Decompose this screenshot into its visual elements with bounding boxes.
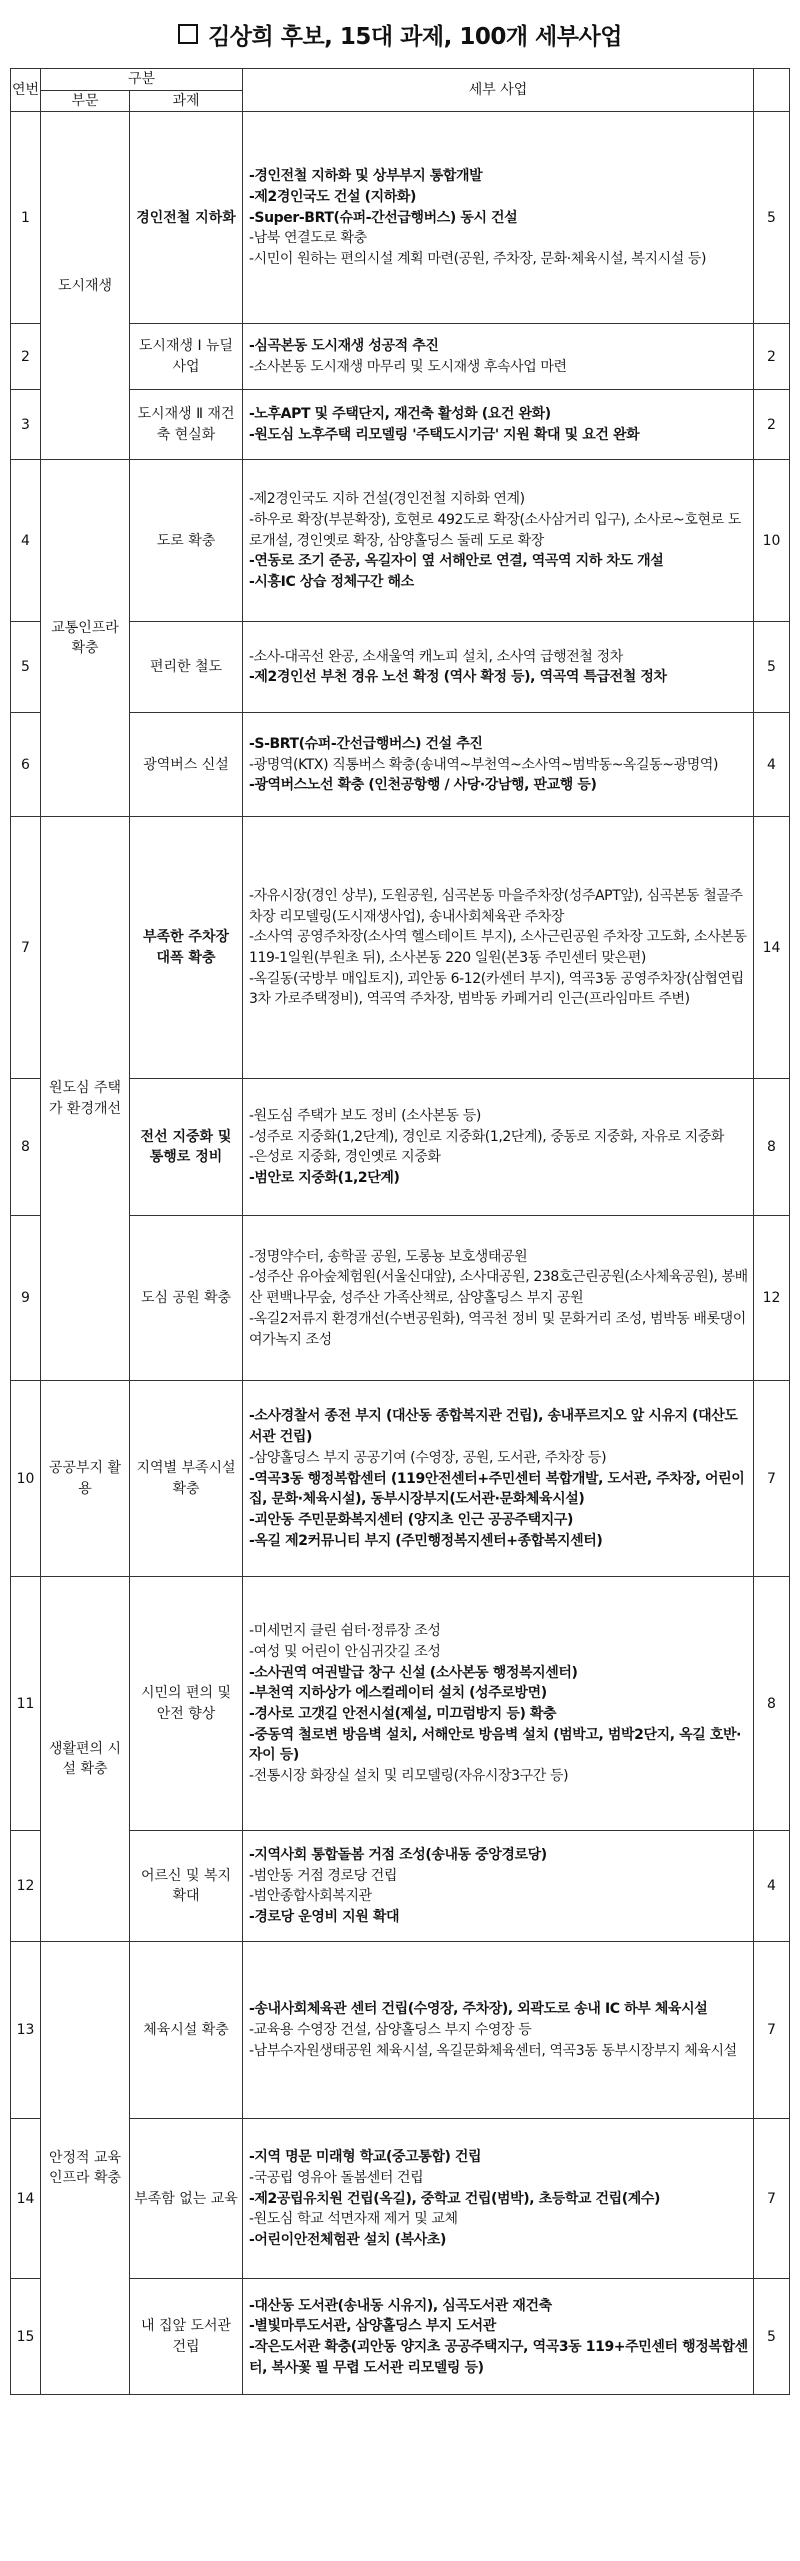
item-line: -소사권역 여권발급 창구 신설 (소사본동 행정복지센터): [249, 1664, 578, 1681]
items-cell: [243, 817, 754, 1079]
item-line: -경로당 운영비 지원 확대: [249, 1909, 400, 1926]
item-count: 7: [754, 1381, 790, 1577]
task-label: 전선 지중화 및 통행로 정비: [140, 1128, 232, 1166]
item-line: -경사로 고갯길 안전시설(제설, 미끄럼방지 등) 확충: [249, 1705, 557, 1722]
item-count: 5: [754, 2279, 790, 2395]
table-row: [11, 1577, 790, 1831]
item-line: -하우로 확장(부분확장), 호현로 492도로 확장(소사삼거리 입구), 소사로~호현로 도로개설, 경인옛로 확장, 삼양홀딩스 둘레 도로 확장: [249, 511, 741, 549]
task-label: 편리한 철도: [149, 659, 223, 676]
task-label: 부족한 주차장 대폭 확충: [142, 929, 230, 966]
task-cell: [130, 1942, 243, 2119]
item-line: -옥길2저류지 환경개선(수변공원화), 역곡천 정비 및 문화거리 조성, 범박동 배롯댕이 여가녹지 조성: [249, 1310, 746, 1348]
items-cell: [243, 1216, 754, 1381]
task-cell: [130, 112, 243, 324]
items-cell: [243, 1942, 754, 2119]
row-number: 6: [11, 713, 41, 817]
item-line: -남북 연결도로 확충: [249, 230, 367, 247]
row-number: 2: [11, 324, 41, 390]
item-count: 8: [754, 1577, 790, 1831]
item-line: -정명약수터, 송학골 공원, 도롱뇽 보호생태공원: [249, 1248, 528, 1265]
item-line: -어린이안전체험관 설치 (복사초): [249, 2232, 446, 2249]
task-cell: [130, 1381, 243, 1577]
item-line: -성주로 지중화(1,2단계), 경인로 지중화(1,2단계), 중동로 지중화, 자유로 지중화: [249, 1128, 725, 1145]
row-number: 10: [11, 1381, 41, 1577]
items-cell: [243, 1831, 754, 1942]
table-row: [11, 817, 790, 1079]
table-row: [11, 1381, 790, 1577]
category-cell: [41, 460, 130, 817]
item-line: -교육용 수영장 건설, 삼양홀딩스 부지 수영장 등: [249, 2022, 532, 2039]
item-line: -심곡본동 도시재생 성공적 추진: [249, 338, 439, 355]
item-line: -중동역 철로변 방음벽 설치, 서해안로 방음벽 설치 (범박고, 범박2단지, 옥길 호반·자이 등): [249, 1726, 742, 1764]
item-line: -여성 및 어린이 안심귀갓길 조성: [249, 1643, 441, 1660]
table-row: [11, 1942, 790, 2119]
row-number: 1: [11, 112, 41, 324]
item-line: -별빛마루도서관, 삼양홀딩스 부지 도서관: [249, 2318, 496, 2335]
items-cell: [243, 460, 754, 622]
items-cell: [243, 390, 754, 460]
task-cell: [130, 1831, 243, 1942]
item-line: -제2경인선 부천 경유 노선 확정 (역사 확정 등), 역곡역 특급전철 정차: [249, 669, 667, 686]
item-line: -송내사회체육관 센터 건립(수영장, 주차장), 외곽도로 송내 IC 하부 체육시설: [249, 2001, 708, 2018]
items-cell: [243, 2279, 754, 2395]
item-line: -자유시장(경인 상부), 도원공원, 심곡본동 마을주차장(성주APT앞), 심곡본동 철골주차장 리모델링(도시재생사업), 송내사회체육관 주차장: [249, 887, 743, 925]
items-cell: [243, 2119, 754, 2279]
items-cell: [243, 713, 754, 817]
header-gubun: 구분: [41, 69, 243, 91]
item-line: -제2경인국도 지하 건설(경인전철 지하화 연계): [249, 491, 525, 508]
item-line: -부천역 지하상가 에스컬레이터 설치 (성주로방면): [249, 1685, 547, 1702]
item-line: -광명역(KTX) 직통버스 확충(송내역~부천역~소사역~범박동~옥길동~광명역): [249, 756, 719, 773]
task-cell: [130, 622, 243, 713]
projects-table: [10, 68, 790, 2395]
task-label: 도로 확충: [156, 532, 216, 549]
item-count: 14: [754, 817, 790, 1079]
items-cell: [243, 324, 754, 390]
task-label: 도심 공원 확충: [140, 1290, 232, 1307]
task-cell: [130, 390, 243, 460]
item-line: -삼양홀딩스 부지 공공기여 (수영장, 공원, 도서관, 주차장 등): [249, 1449, 607, 1466]
item-line: -전통시장 화장실 설치 및 리모델링(자유시장3구간 등): [249, 1768, 569, 1785]
item-count: 8: [754, 1079, 790, 1216]
item-line: -소사경찰서 종전 부지 (대산동 종합복지관 건립), 송내푸르지오 앞 시유지 (대산도서관 건립): [249, 1408, 738, 1446]
header-count: [754, 69, 790, 112]
item-line: -대산동 도서관(송내동 시유지), 심곡도서관 재건축: [249, 2297, 552, 2314]
item-line: -제2경인국도 건설 (지하화): [249, 188, 416, 205]
item-line: -원도심 주택가 보도 정비 (소사본동 등): [249, 1108, 481, 1124]
header-no: 연번: [11, 69, 41, 112]
category-label: 공공부지 활용: [48, 1460, 122, 1497]
items-cell: [243, 112, 754, 324]
task-label: 광역버스 신설: [143, 756, 229, 773]
header-items: 세부 사업: [243, 69, 754, 112]
row-number: 8: [11, 1079, 41, 1216]
item-line: -원도심 노후주택 리모델링 '주택도시기금' 지원 확대 및 요건 완화: [249, 426, 640, 443]
category-cell: [41, 1577, 130, 1942]
item-line: -노후APT 및 주택단지, 재건축 활성화 (요건 완화): [249, 406, 551, 423]
row-number: 13: [11, 1942, 41, 2119]
item-line: -소사역 공영주차장(소사역 헬스테이트 부지), 소사근린공원 주차장 고도화, 소사본동 119-1일원(부원초 뒤), 소사본동 220 일원(본3동 주민센터 맞은편): [249, 929, 747, 966]
item-count: 10: [754, 460, 790, 622]
task-cell: [130, 1577, 243, 1831]
item-line: -제2공립유치원 건립(옥길), 중학교 건립(범박), 초등학교 건립(계수): [249, 2190, 661, 2207]
item-line: -성주산 유아숲체험원(서울신대앞), 소사대공원, 238호근린공원(소사체육공원), 봉배산 편백나무숲, 성주산 가족산책로, 삼양홀딩스 부지 공원: [249, 1269, 748, 1307]
row-number: 12: [11, 1831, 41, 1942]
category-cell: [41, 1381, 130, 1577]
item-count: 2: [754, 324, 790, 390]
items-cell: [243, 622, 754, 713]
row-number: 3: [11, 390, 41, 460]
category-cell: [41, 1942, 130, 2395]
task-label: 내 집앞 도서관 건립: [140, 2318, 232, 2355]
item-count: 7: [754, 1942, 790, 2119]
item-line: -광역버스노선 확충 (인천공항행 / 사당·강남행, 판교행 등): [249, 777, 597, 794]
item-count: 5: [754, 112, 790, 324]
item-line: -옥길동(국방부 매입토지), 괴안동 6-12(카센터 부지), 역곡3동 공영주차장(삼협연립3차 가로주택정비), 역곡역 주차장, 범박동 카페거리 인근(프라임마트 주변): [249, 970, 744, 1008]
checkbox-square-icon: [178, 24, 198, 44]
item-line: -Super-BRT(슈퍼-간선급행버스) 동시 건설: [249, 209, 518, 226]
item-line: -국공립 영유아 돌봄센터 건립: [249, 2169, 424, 2186]
item-line: -범안종합사회복지관: [249, 1888, 372, 1905]
item-count: 12: [754, 1216, 790, 1381]
item-line: -소사-대곡선 완공, 소새울역 캐노피 설치, 소사역 급행전철 정차: [249, 648, 623, 665]
task-label: 시민의 편의 및 안전 향상: [140, 1685, 232, 1722]
task-cell: [130, 713, 243, 817]
category-cell: [41, 817, 130, 1381]
task-cell: [130, 1216, 243, 1381]
row-number: 15: [11, 2279, 41, 2395]
task-label: 도시재생 Ⅱ 재건축 현실화: [137, 406, 235, 443]
task-label: 지역별 부족시설 확충: [136, 1460, 236, 1497]
task-cell: [130, 324, 243, 390]
item-line: -지역 명문 미래형 학교(중고통합) 건립: [249, 2149, 482, 2166]
task-cell: [130, 817, 243, 1079]
row-number: 14: [11, 2119, 41, 2279]
header-category: 부문: [41, 90, 130, 112]
item-line: -옥길 제2커뮤니티 부지 (주민행정복지센터+종합복지센터): [249, 1532, 603, 1549]
item-line: -작은도서관 확충(괴안동 양지초 공공주택지구, 역곡3동 119+주민센터 행정복합센터, 복사꽃 필 무렵 도서관 리모델링 등): [249, 2338, 748, 2376]
item-line: -은성로 지중화, 경인옛로 지중화: [249, 1149, 441, 1166]
title-text: 김상희 후보, 15대 과제, 100개 세부사업: [208, 23, 622, 50]
category-label: 교통인프라 확충: [51, 619, 119, 657]
item-line: -괴안동 주민문화복지센터 (양지초 인근 공공주택지구): [249, 1512, 574, 1529]
task-label: 어르신 및 복지 확대: [140, 1867, 232, 1905]
task-cell: [130, 2119, 243, 2279]
table-row: [11, 460, 790, 622]
item-line: -미세먼지 클린 쉼터·정류장 조성: [249, 1623, 441, 1640]
table-row: [11, 112, 790, 324]
item-line: -소사본동 도시재생 마무리 및 도시재생 후속사업 마련: [249, 358, 567, 375]
item-line: -경인전철 지하화 및 상부부지 통합개발: [249, 168, 483, 185]
item-line: -범안동 거점 경로당 건립: [249, 1867, 398, 1884]
task-label: 부족함 없는 교육: [134, 2190, 238, 2207]
item-line: -남부수자원생태공원 체육시설, 옥길문화체육센터, 역곡3동 동부시장부지 체육시설: [249, 2042, 737, 2059]
item-line: -연동로 조기 준공, 옥길자이 옆 서해안로 연결, 역곡역 지하 차도 개설: [249, 553, 664, 570]
item-count: 7: [754, 2119, 790, 2279]
category-label: 도시재생: [57, 277, 113, 294]
item-line: -지역사회 통합돌봄 거점 조성(송내동 중앙경로당): [249, 1847, 547, 1863]
items-cell: [243, 1381, 754, 1577]
table-body: [11, 112, 790, 2395]
task-cell: [130, 1079, 243, 1216]
item-line: -S-BRT(슈퍼-간선급행버스) 건설 추진: [249, 735, 483, 752]
item-line: -원도심 학교 석면자재 제거 및 교체: [249, 2211, 458, 2228]
row-number: 11: [11, 1577, 41, 1831]
item-count: 2: [754, 390, 790, 460]
row-number: 7: [11, 817, 41, 1079]
item-count: 4: [754, 713, 790, 817]
items-cell: [243, 1079, 754, 1216]
task-label: 도시재생 Ⅰ 뉴딜사업: [138, 338, 234, 375]
task-label: 체육시설 확충: [143, 2022, 229, 2039]
category-label: 안정적 교육 인프라 확충: [48, 2149, 122, 2187]
row-number: 9: [11, 1216, 41, 1381]
item-count: 5: [754, 622, 790, 713]
item-line: -범안로 지중화(1,2단계): [249, 1170, 400, 1187]
category-cell: [41, 112, 130, 460]
category-label: 원도심 주택가 환경개선: [48, 1080, 122, 1117]
header-task: 과제: [130, 90, 243, 112]
task-cell: [130, 460, 243, 622]
item-count: 4: [754, 1831, 790, 1942]
page-title: [0, 0, 800, 68]
task-cell: [130, 2279, 243, 2395]
row-number: 5: [11, 622, 41, 713]
item-line: -시민이 원하는 편의시설 계획 마련(공원, 주차장, 문화·체육시설, 복지시설 등): [249, 251, 707, 268]
items-cell: [243, 1577, 754, 1831]
item-line: -시흥IC 상습 정체구간 해소: [249, 574, 414, 591]
item-line: -역곡3동 행정복합센터 (119안전센터+주민센터 복합개발, 도서관, 주차장, 어린이집, 문화·체육시설), 동부시장부지(도서관·문화체육시설): [249, 1470, 745, 1508]
row-number: 4: [11, 460, 41, 622]
category-label: 생활편의 시설 확충: [48, 1740, 122, 1778]
task-label: 경인전철 지하화: [136, 209, 236, 226]
